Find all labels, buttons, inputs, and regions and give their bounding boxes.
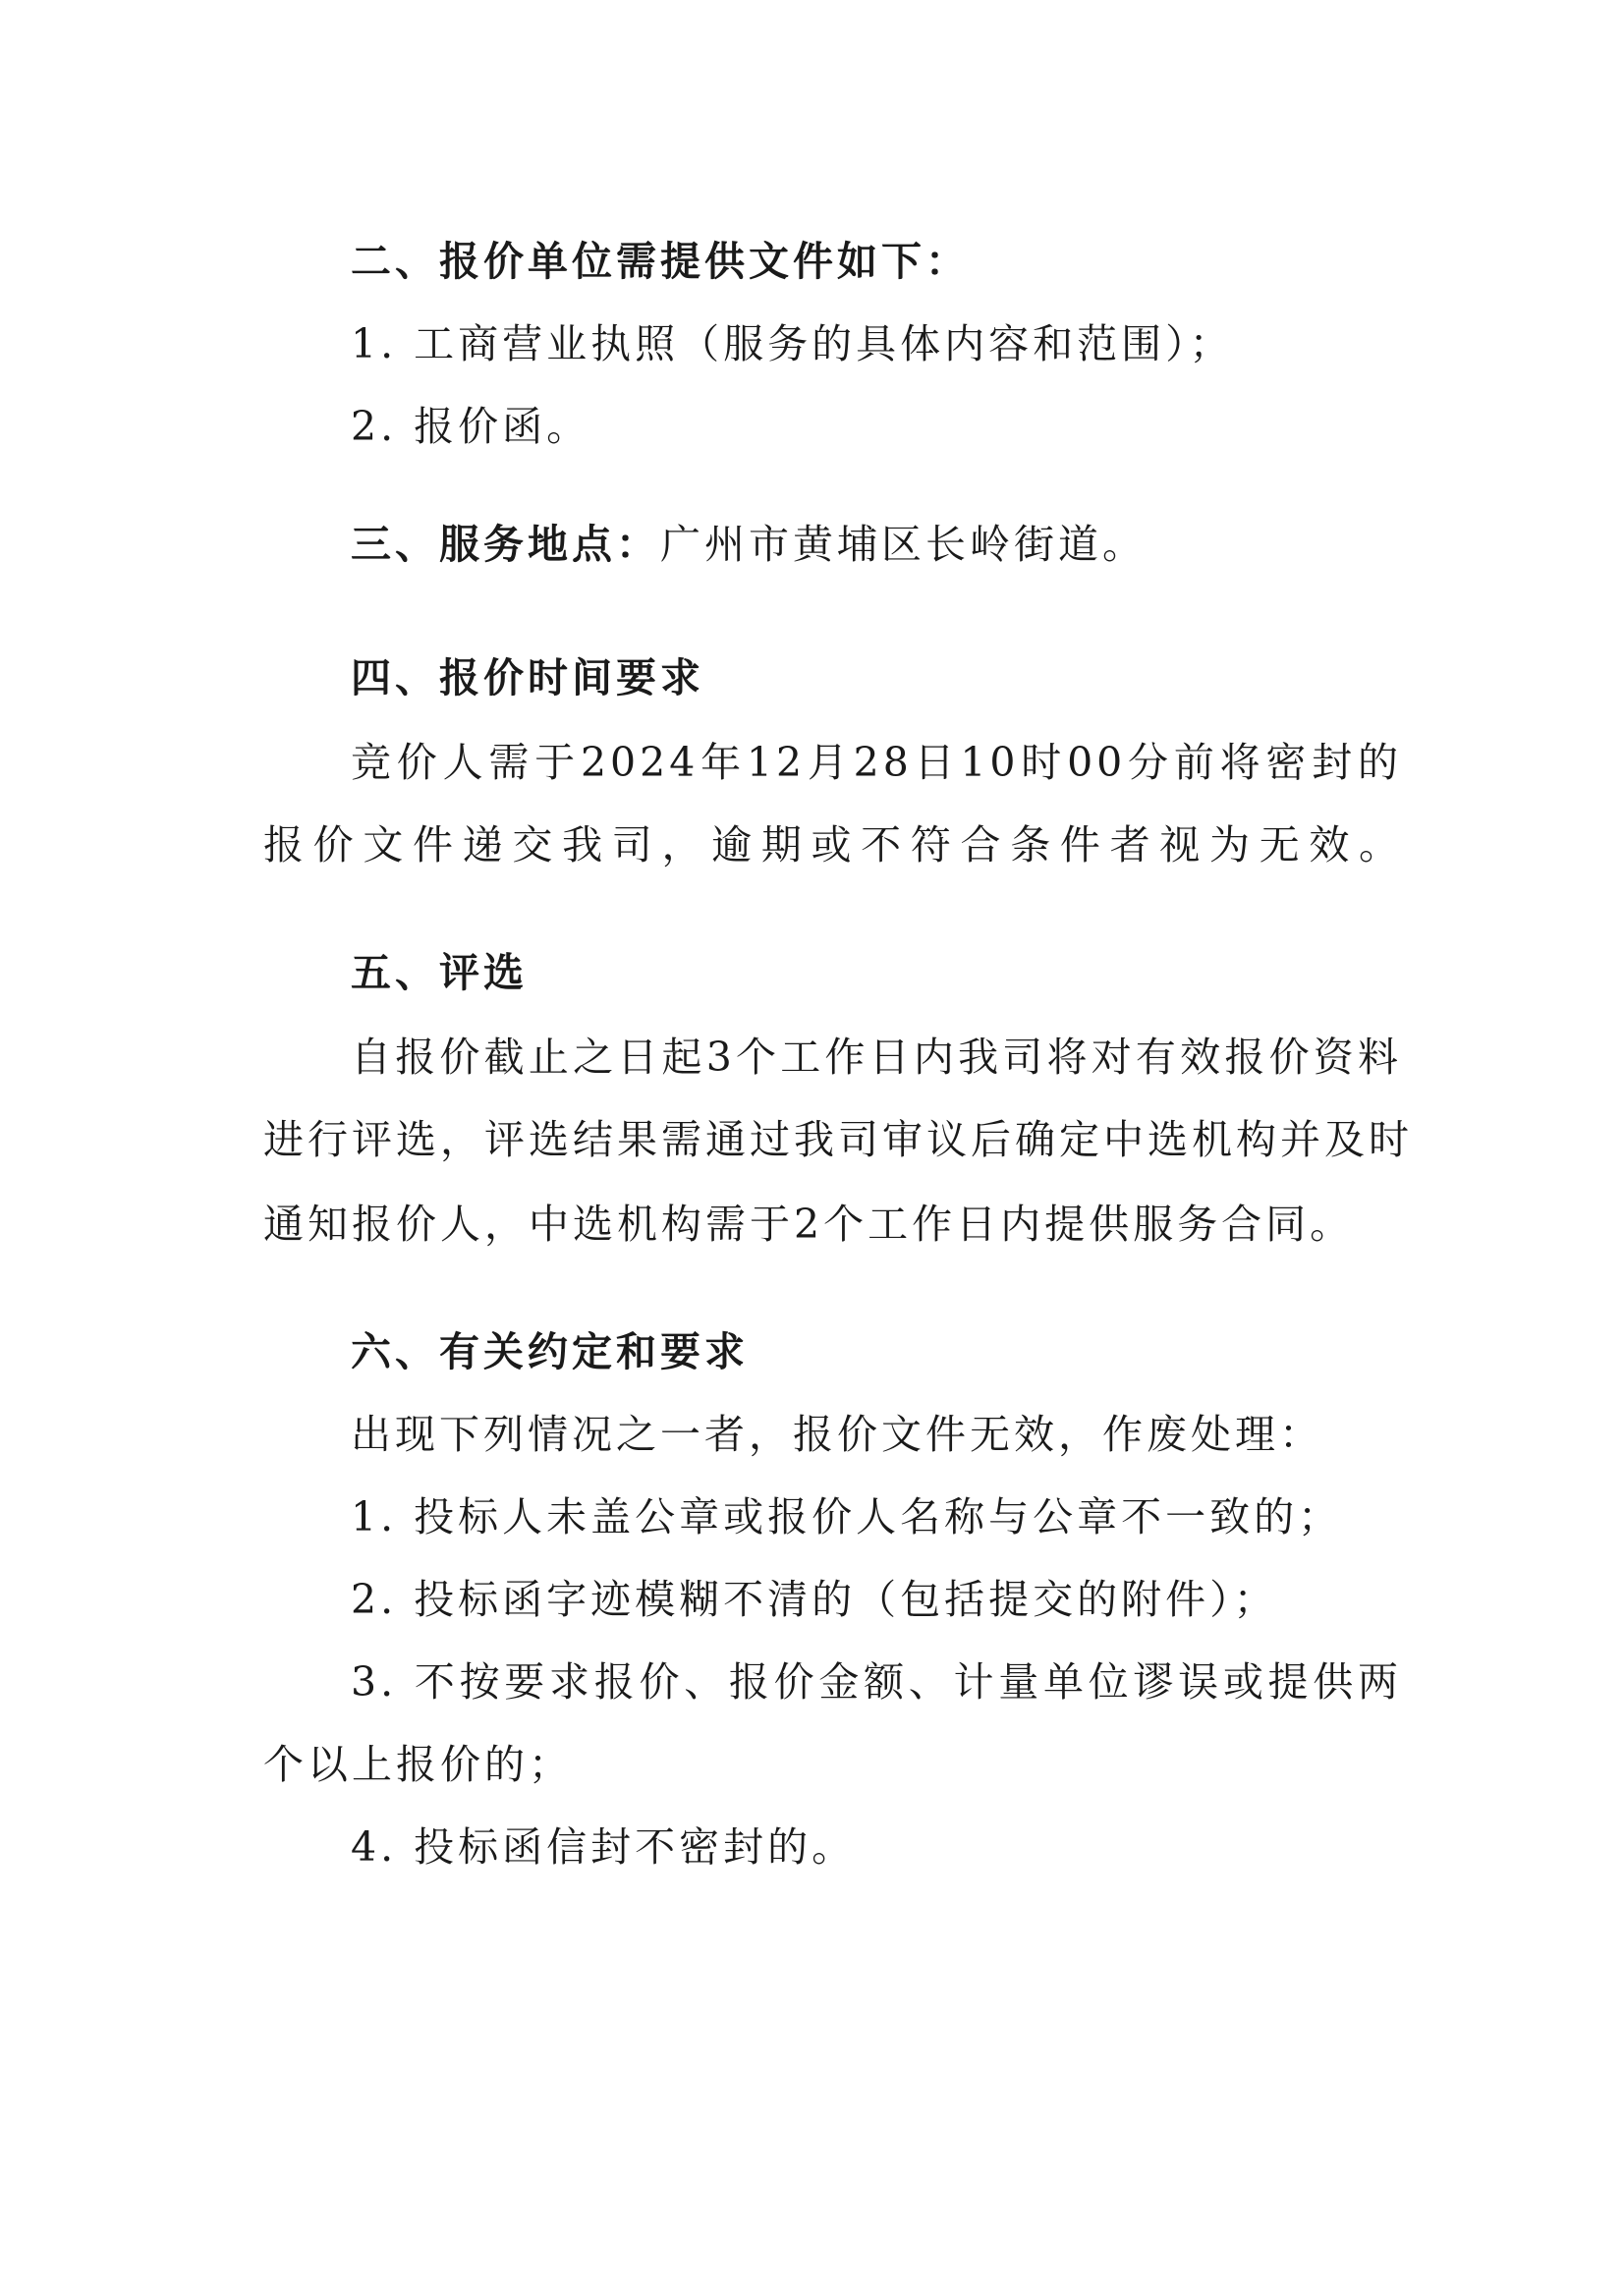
section-5-paragraph-line-3: 通知报价人，中选机构需于2个工作日内提供服务合同。: [263, 1201, 1355, 1248]
section-5-heading: 五、评选: [351, 949, 528, 996]
section-5-paragraph-line-2: 进行评选，评选结果需通过我司审议后确定中选机构并及时: [263, 1116, 1413, 1163]
section-4-paragraph-line-1: 竞价人需于2024年12月28日10时00分前将密封的: [351, 739, 1402, 786]
section-2-heading: 二、报价单位需提供文件如下：: [351, 238, 970, 285]
section-2-item-2: 2. 报价函。: [351, 403, 591, 450]
section-6-item-1: 1. 投标人未盖公章或报价人名称与公章不一致的；: [351, 1493, 1343, 1540]
section-6-heading: 六、有关约定和要求: [351, 1328, 749, 1375]
section-4-heading: 四、报价时间要求: [351, 654, 704, 701]
service-location: 广州市黄埔区长岭街道。: [660, 521, 1147, 568]
section-3-title: 三、服务地点：: [351, 521, 660, 568]
section-5-paragraph-line-1: 自报价截止之日起3个工作日内我司将对有效报价资料: [351, 1034, 1402, 1081]
section-4-paragraph-line-2: 报价文件递交我司，逾期或不符合条件者视为无效。: [263, 821, 1403, 868]
section-6-item-4: 4. 投标函信封不密封的。: [351, 1823, 857, 1871]
section-6-intro: 出现下列情况之一者，报价文件无效，作废处理：: [351, 1411, 1323, 1458]
section-6-item-2: 2. 投标函字迹模糊不清的（包括提交的附件）；: [351, 1576, 1278, 1623]
section-6-item-3-continued: 个以上报价的；: [263, 1741, 573, 1788]
section-3-heading: [351, 521, 1402, 568]
section-6-item-3: 3. 不按要求报价、报价金额、计量单位谬误或提供两: [351, 1658, 1402, 1706]
section-2-item-1: 1. 工商营业执照（服务的具体内容和范围）；: [351, 320, 1234, 367]
